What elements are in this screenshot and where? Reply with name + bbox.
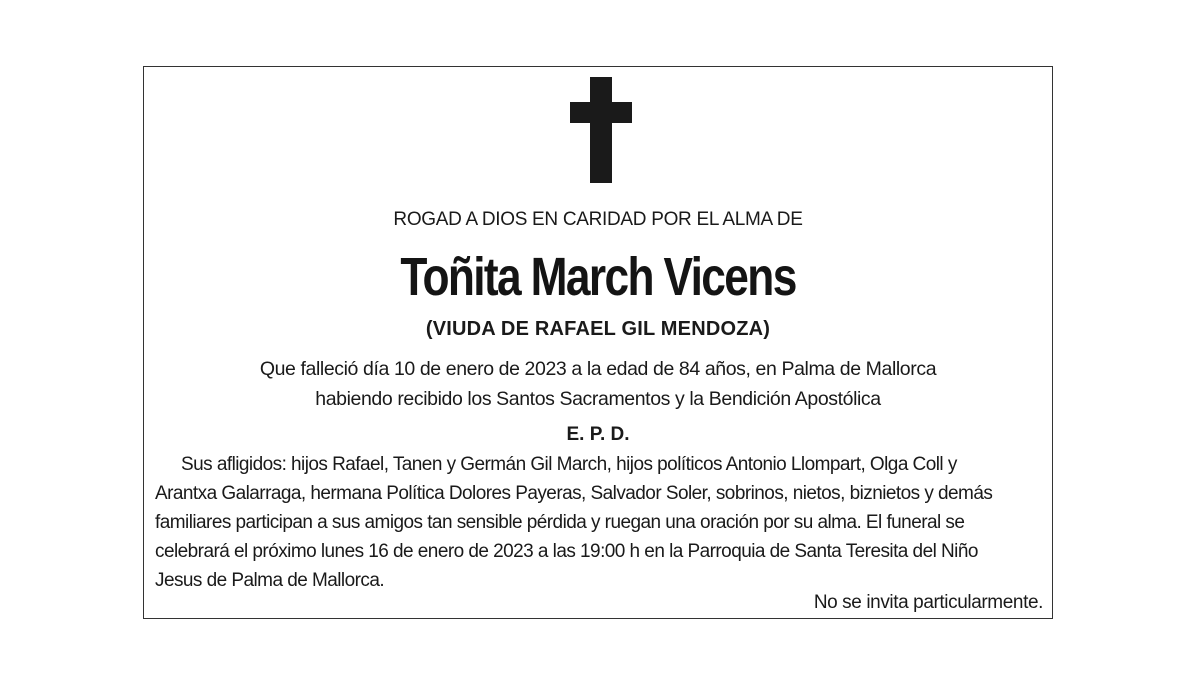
paragraph-line: Arantxa Galarraga, hermana Política Dolores Payeras, Salvador Soler, sobrinos, nietos, biznietos y demás <box>155 483 993 504</box>
deceased-name: Toñita March Vicens <box>400 247 796 307</box>
paragraph-line: familiares participan a sus amigos tan sensible pérdida y ruegan una oración por su alma. El funeral se <box>155 512 965 533</box>
closing-note: No se invita particularmente. <box>813 592 1043 613</box>
mourners-paragraph <box>155 450 1045 595</box>
death-line: habiendo recibido los Santos Sacramentos y la Bendición Apostólica <box>315 388 881 410</box>
widow-subtitle: (VIUDA DE RAFAEL GIL MENDOZA) <box>425 318 771 340</box>
cross-horizontal-bar <box>570 102 632 123</box>
death-details <box>143 354 1053 414</box>
cross-icon <box>570 77 632 183</box>
paragraph-line: Jesus de Palma de Mallorca. <box>155 570 385 591</box>
prayer-heading: ROGAD A DIOS EN CARIDAD POR EL ALMA DE <box>393 209 803 230</box>
epd-abbreviation: E. P. D. <box>566 424 630 445</box>
cross-vertical-bar <box>590 77 612 183</box>
paragraph-line: Sus afligidos: hijos Rafael, Tanen y Germán Gil March, hijos políticos Antonio Llompart, Olga Coll y <box>181 454 957 475</box>
death-line: Que falleció día 10 de enero de 2023 a la edad de 84 años, en Palma de Mallorca <box>259 358 937 380</box>
paragraph-line: celebrará el próximo lunes 16 de enero de 2023 a las 19:00 h en la Parroquia de Santa Teresita del Niño <box>155 541 978 562</box>
